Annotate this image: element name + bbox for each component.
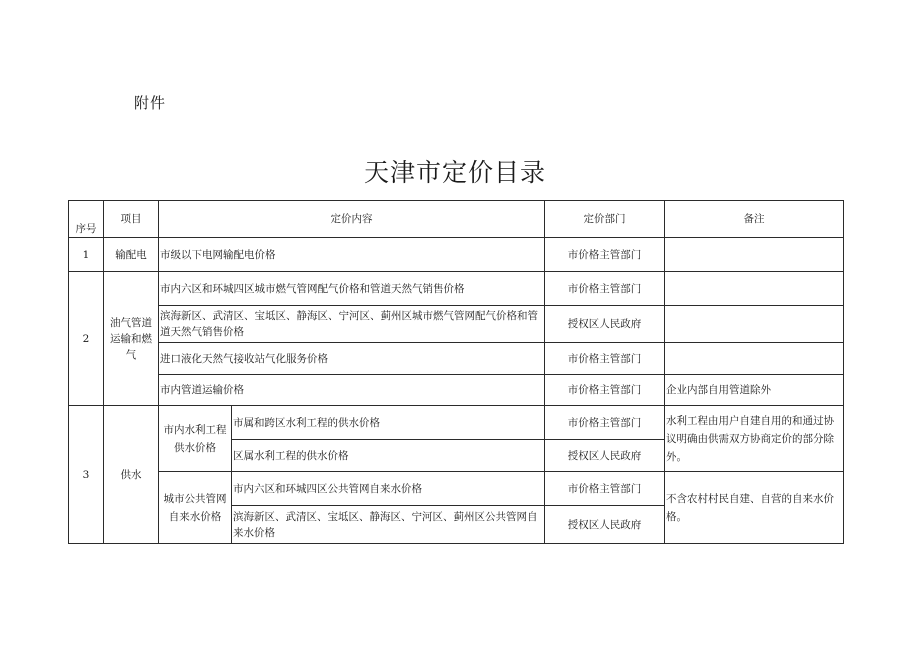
row-dept: 市价格主管部门 xyxy=(545,238,665,272)
row-dept: 授权区人民政府 xyxy=(545,440,665,472)
row-dept: 市价格主管部门 xyxy=(545,343,665,375)
page-title: 天津市定价目录 xyxy=(363,158,546,187)
row-remark xyxy=(665,272,844,306)
row-dept: 授权区人民政府 xyxy=(545,506,665,544)
row-no: 2 xyxy=(69,272,104,406)
header-dept: 定价部门 xyxy=(545,201,665,238)
row-content: 进口液化天然气接收站气化服务价格 xyxy=(159,343,545,375)
table-row xyxy=(69,375,844,406)
row-content: 市属和跨区水利工程的供水价格 xyxy=(232,406,545,440)
header-item: 项目 xyxy=(104,201,159,238)
header-no: 序号 xyxy=(69,201,104,238)
row-content: 市内六区和环城四区公共管网自来水价格 xyxy=(232,472,545,506)
table-row xyxy=(69,472,844,506)
table-row xyxy=(69,272,844,306)
row-remark xyxy=(665,238,844,272)
row-item: 油气管道运输和燃气 xyxy=(104,272,159,406)
row-subgroup: 城市公共管网自来水价格 xyxy=(159,472,232,544)
row-remark xyxy=(665,343,844,375)
row-subgroup: 市内水利工程供水价格 xyxy=(159,406,232,472)
row-item: 输配电 xyxy=(104,238,159,272)
row-remark: 水利工程由用户自建自用的和通过协议明确由供需双方协商定价的部分除外。 xyxy=(665,406,844,472)
row-content: 市级以下电网输配电价格 xyxy=(159,238,545,272)
row-content: 区属水利工程的供水价格 xyxy=(232,440,545,472)
row-content: 滨海新区、武清区、宝坻区、静海区、宁河区、蓟州区城市燃气管网配气价格和管道天然气销售价格 xyxy=(159,306,545,343)
row-content: 市内六区和环城四区城市燃气管网配气价格和管道天然气销售价格 xyxy=(159,272,545,306)
table-row xyxy=(69,238,844,272)
row-content: 市内管道运输价格 xyxy=(159,375,545,406)
row-remark xyxy=(665,306,844,343)
row-dept: 市价格主管部门 xyxy=(545,375,665,406)
row-dept: 市价格主管部门 xyxy=(545,272,665,306)
header-row xyxy=(69,201,844,238)
table-row xyxy=(69,306,844,343)
row-dept: 授权区人民政府 xyxy=(545,306,665,343)
row-no: 1 xyxy=(69,238,104,272)
row-dept: 市价格主管部门 xyxy=(545,472,665,506)
attachment-label: 附件 xyxy=(134,94,167,112)
row-remark: 不含农村村民自建、自营的自来水价格。 xyxy=(665,472,844,544)
pricing-catalog-table xyxy=(68,200,844,544)
row-no: 3 xyxy=(69,406,104,544)
row-content: 滨海新区、武清区、宝坻区、静海区、宁河区、蓟州区公共管网自来水价格 xyxy=(232,506,545,544)
table-row xyxy=(69,343,844,375)
row-remark: 企业内部自用管道除外 xyxy=(665,375,844,406)
row-item: 供水 xyxy=(104,406,159,544)
header-content: 定价内容 xyxy=(159,201,545,238)
header-remark: 备注 xyxy=(665,201,844,238)
row-dept: 市价格主管部门 xyxy=(545,406,665,440)
table-row xyxy=(69,406,844,440)
